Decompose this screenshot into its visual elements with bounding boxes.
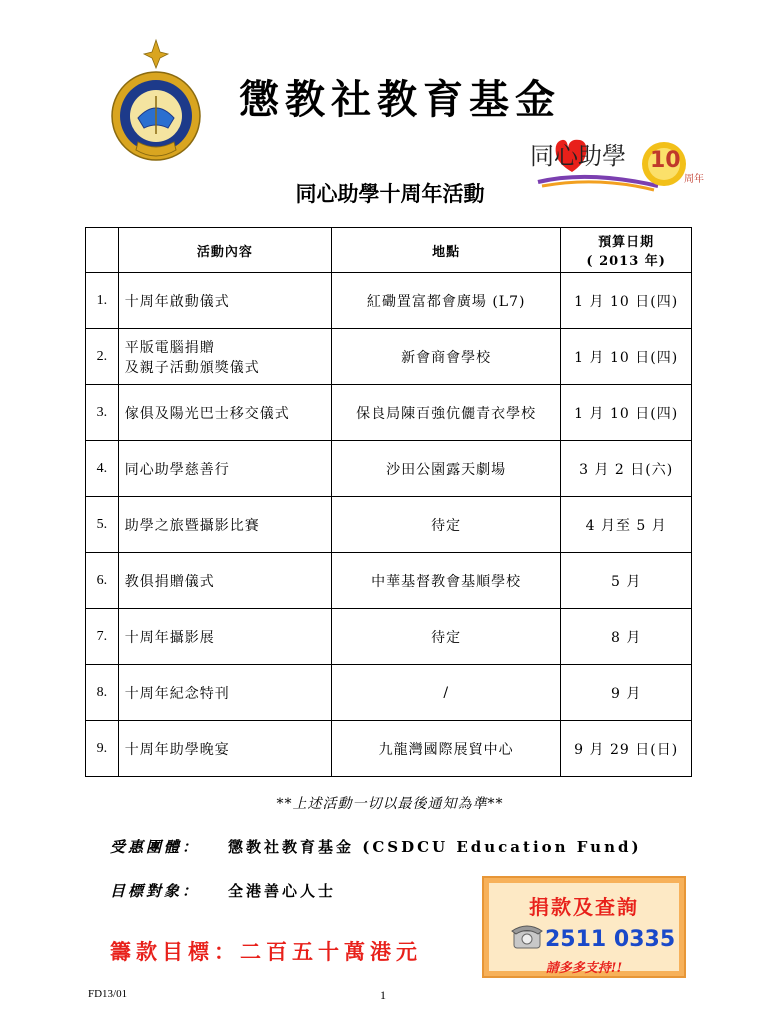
table-row	[86, 665, 692, 721]
row-number: 6.	[86, 553, 119, 609]
page-number: 1	[380, 988, 386, 1002]
donation-support-text: 請多多支持!!	[545, 961, 623, 976]
row-date: 1 月 10 日(四)	[561, 273, 692, 329]
table-row	[86, 385, 692, 441]
logo-text: 同心助學	[530, 142, 626, 170]
header-date	[561, 228, 692, 273]
donation-title: 捐款及查詢	[529, 895, 639, 919]
page-title: 懲教社教育基金	[239, 76, 561, 123]
row-activity: 十周年攝影展	[118, 609, 331, 665]
row-date: 5 月	[561, 553, 692, 609]
row-activity: 傢俱及陽光巴士移交儀式	[118, 385, 331, 441]
row-number: 7.	[86, 609, 119, 665]
beneficiary-label: 受惠團體：	[110, 838, 201, 856]
table-row	[86, 497, 692, 553]
form-code: FD13/01	[88, 988, 128, 1000]
target-label: 目標對象：	[110, 882, 201, 900]
header-date-line2: ( 2013 年)	[586, 254, 666, 269]
donation-box	[482, 876, 686, 978]
row-number: 3.	[86, 385, 119, 441]
row-date: 1 月 10 日(四)	[561, 329, 692, 385]
row-date: 3 月 2 日(六)	[561, 441, 692, 497]
row-number: 5.	[86, 497, 119, 553]
table-row	[86, 721, 692, 777]
row-activity: 助學之旅暨攝影比賽	[118, 497, 331, 553]
table-row	[86, 609, 692, 665]
logo-years: 10	[650, 148, 681, 173]
row-location: /	[332, 665, 561, 721]
row-location: 新會商會學校	[332, 329, 561, 385]
header-activity: 活動內容	[118, 228, 331, 273]
row-location: 待定	[332, 609, 561, 665]
row-number: 2.	[86, 329, 119, 385]
header-date-line1: 預算日期	[598, 235, 655, 250]
table-row	[86, 329, 692, 385]
telephone-icon	[511, 921, 543, 951]
row-location: 紅磡置富都會廣場 (L7)	[332, 273, 561, 329]
row-date: 9 月 29 日(日)	[561, 721, 692, 777]
table-row	[86, 441, 692, 497]
header-location: 地點	[332, 228, 561, 273]
row-activity: 同心助學慈善行	[118, 441, 331, 497]
row-number: 4.	[86, 441, 119, 497]
table-row	[86, 273, 692, 329]
activity-schedule-table	[85, 227, 692, 777]
donation-phone: 2511 0335	[545, 927, 676, 952]
row-number: 8.	[86, 665, 119, 721]
row-activity: 十周年紀念特刊	[118, 665, 331, 721]
fundraising-goal: 籌款目標：二百五十萬港元	[110, 939, 422, 964]
row-date: 4 月至 5 月	[561, 497, 692, 553]
row-activity: 教俱捐贈儀式	[118, 553, 331, 609]
row-activity: 十周年助學晚宴	[118, 721, 331, 777]
row-location: 九龍灣國際展貿中心	[332, 721, 561, 777]
page-subtitle: 同心助學十周年活動	[295, 182, 485, 206]
row-date: 9 月	[561, 665, 692, 721]
logo-suffix: 周年	[684, 174, 704, 185]
row-number: 9.	[86, 721, 119, 777]
target-value: 全港善心人士	[228, 882, 337, 900]
row-activity: 平版電腦捐贈 及親子活動頒獎儀式	[118, 329, 331, 385]
header-no	[86, 228, 119, 273]
disclaimer-note: **上述活動一切以最後通知為準**	[276, 796, 504, 812]
row-activity: 十周年啟動儀式	[118, 273, 331, 329]
table-header-row	[86, 228, 692, 273]
beneficiary-value: 懲教社教育基金 (CSDCU Education Fund)	[228, 838, 642, 856]
row-date: 1 月 10 日(四)	[561, 385, 692, 441]
table-row	[86, 553, 692, 609]
row-date: 8 月	[561, 609, 692, 665]
row-number: 1.	[86, 273, 119, 329]
row-location: 保良局陳百強伉儷青衣學校	[332, 385, 561, 441]
row-location: 待定	[332, 497, 561, 553]
row-location: 中華基督教會基順學校	[332, 553, 561, 609]
donation-box-inner	[489, 883, 679, 976]
row-location: 沙田公園露天劇場	[332, 441, 561, 497]
